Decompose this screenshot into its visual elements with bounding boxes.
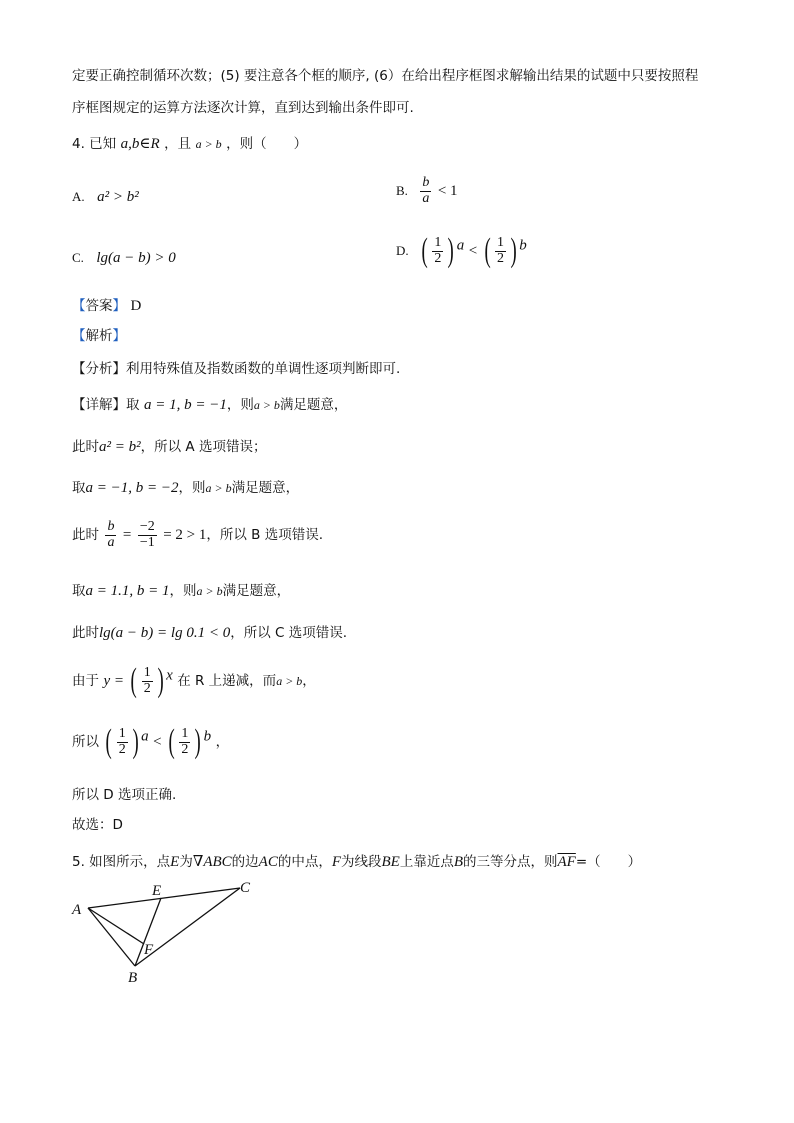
- q5-stem: 5. 如图所示，点E为∇ABC的边AC的中点，F为线段BE上靠近点B的三等分点，则$\overline{AF}=$（ ）: [72, 854, 642, 870]
- intro-line-1: 定要正确控制循环次数；(5) 要注意各个框的顺序, (6）在给出程序框图求解输出结果的试题中只要按照程: [72, 68, 699, 84]
- detail-line-9: 所以 D 选项正确.: [72, 787, 177, 803]
- detail-line-2: 此时a² = b²，所以 A 选项错误；: [72, 439, 267, 455]
- label-C: C: [240, 880, 251, 896]
- answer-line: 【答案】 D: [72, 298, 142, 314]
- label-F: F: [144, 942, 154, 958]
- detail-line-7: 由于 y = ( $\frac{1}{2}$ ) $^x$ 在 R 上递减，而a > b，: [72, 662, 316, 699]
- side-AB: [88, 908, 135, 966]
- q4-stem: 4. 已知 a,b∈R ，且 a > b ，则（ ）: [72, 136, 308, 152]
- label-E: E: [152, 883, 162, 899]
- q4-option-a[interactable]: A. a² > b²: [72, 189, 139, 205]
- analysis-heading: 【解析】: [72, 328, 126, 344]
- q4-option-b[interactable]: B. $\frac{b}{a}$ < 1: [396, 175, 458, 206]
- label-A: A: [72, 902, 82, 918]
- triangle-lines: [88, 888, 240, 966]
- detail-line-8: 所以 ( $\frac{1}{2}$ ) $^a$ < ( $\frac{1}{2}$ ) $^b$ ，: [72, 723, 230, 760]
- triangle-figure: [66, 878, 266, 993]
- segment-AF: [88, 908, 144, 944]
- label-B: B: [128, 970, 138, 986]
- detail-line-1: 【详解】取 a = 1, b = −1，则a > b满足题意，: [72, 397, 348, 413]
- answer-value: D: [130, 298, 142, 314]
- analysis-summary: 【分析】利用特殊值及指数函数的单调性逐项判断即可.: [72, 361, 401, 377]
- detail-line-5: 取a = 1.1, b = 1，则a > b满足题意，: [72, 583, 291, 599]
- q4-option-c[interactable]: C. lg(a − b) > 0: [72, 250, 176, 266]
- intro-line-2: 序框图规定的运算方法逐次计算，直到达到输出条件即可.: [72, 100, 414, 116]
- detail-line-3: 取a = −1, b = −2，则a > b满足题意，: [72, 480, 300, 496]
- detail-line-4: 此时 $\frac{b}{a}$ = $\frac{-2}{-1}$ = 2 > 1，所以 B 选项错误.: [72, 519, 323, 550]
- detail-line-10: 故选：D: [72, 817, 123, 833]
- q4-option-d[interactable]: D. ( $\frac{1}{2}$ ) $^a$ < ( $\frac{1}{2}$ ) $^b$: [396, 232, 527, 269]
- detail-line-6: 此时lg(a − b) = lg 0.1 < 0，所以 C 选项错误.: [72, 625, 348, 641]
